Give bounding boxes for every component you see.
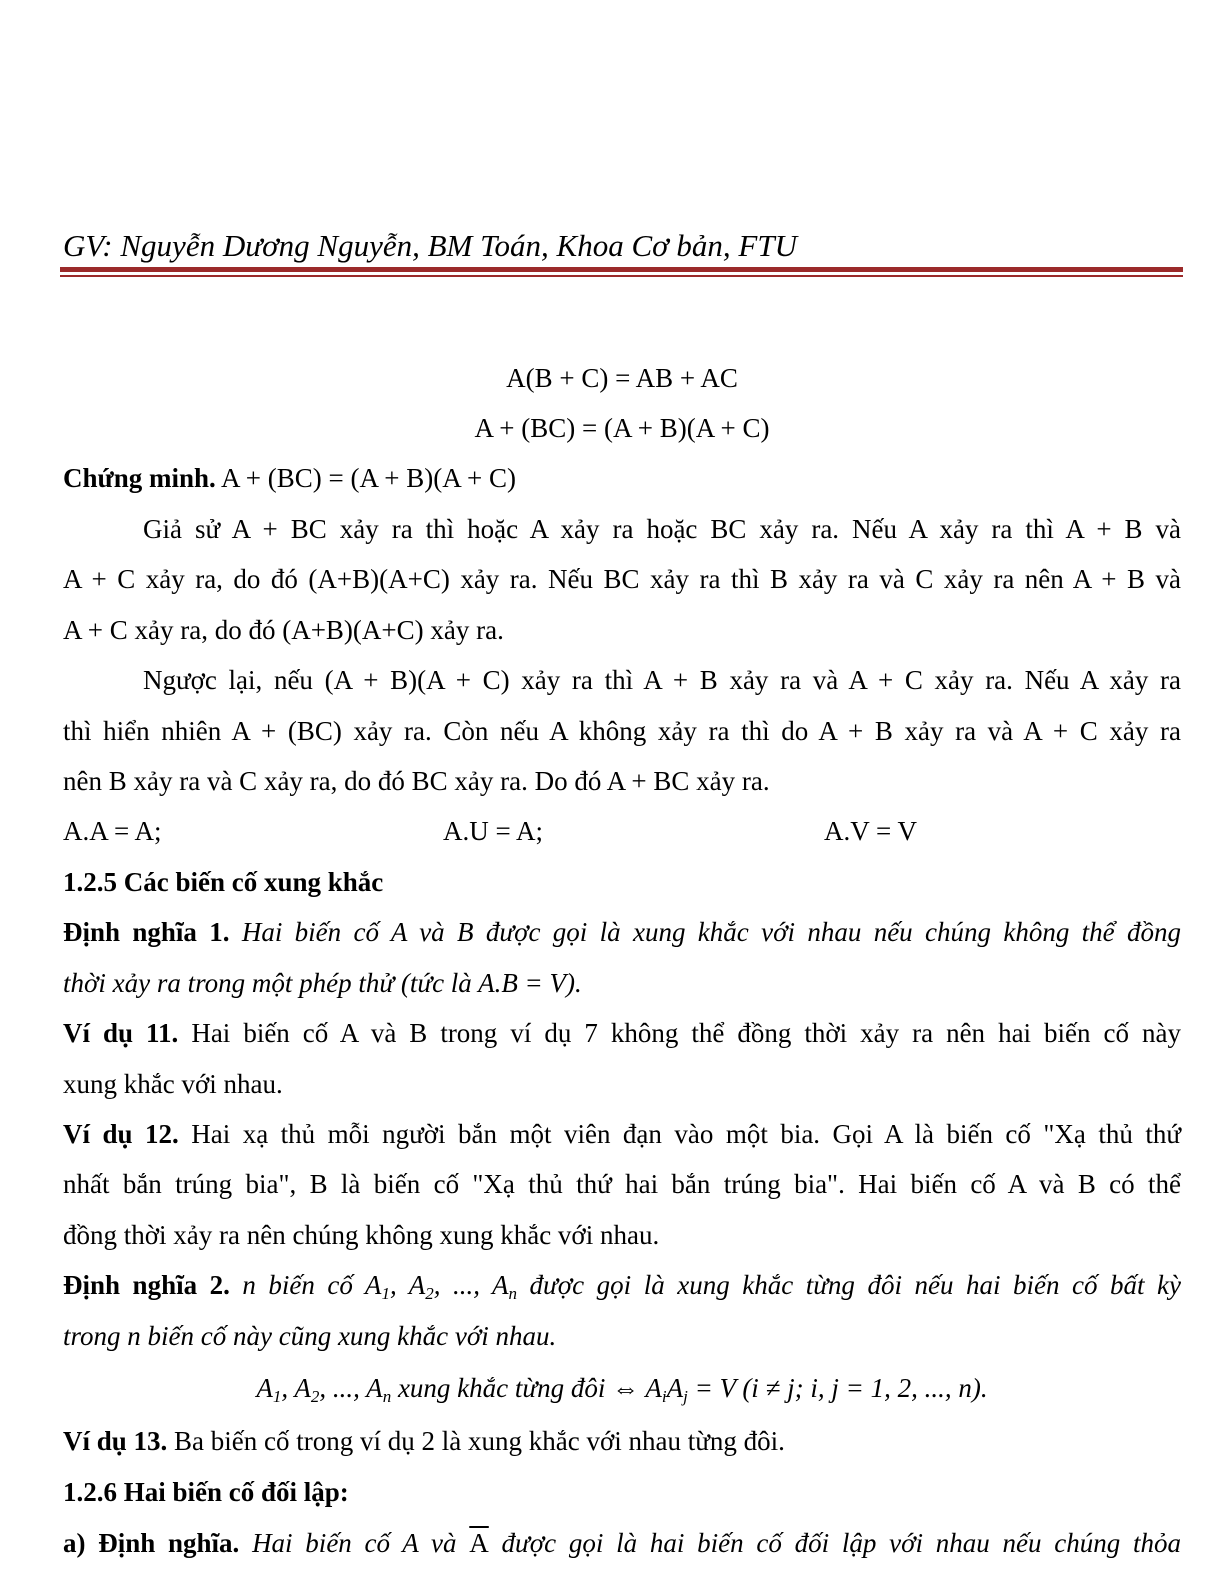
identity-aa: A.A = A; xyxy=(63,816,162,846)
ex12-line1: Ví dụ 12. Hai xạ thủ mỗi người bắn một viên đạn vào một bia. Gọi A là biến cố "Xạ thủ thứ xyxy=(63,1119,1181,1149)
formula-pairwise-exclusive: $A_1$, $A_2$, ..., $A_n$ xung khắc từng đôi ⇔ $A_iA_j = V$ (i ≠ j; i, j = 1, 2, ..., n). xyxy=(256,1373,988,1406)
def3-line1: a) Định nghĩa. Hai biến cố A và $\overline{A}$ được gọi là hai biến cố đối lập với nhau nếu chúng thỏa xyxy=(63,1528,1181,1558)
section-126-title: 1.2.6 Hai biến cố đối lập: xyxy=(63,1477,349,1507)
header-rule-thick xyxy=(60,267,1183,272)
ex12-line3: đồng thời xảy ra nên chúng không xung khắc với nhau. xyxy=(63,1220,660,1250)
section-125-title: 1.2.5 Các biến cố xung khắc xyxy=(63,867,384,897)
def1-line1 xyxy=(63,914,1181,950)
a-bar-symbol: $\overline{A}$ xyxy=(469,1528,489,1558)
ex11-label: Ví dụ 11. xyxy=(63,1018,179,1048)
ex13-line: Ví dụ 13. Ba biến cố trong ví dụ 2 là xung khắc với nhau từng đôi. xyxy=(63,1426,785,1456)
def2-line2: trong n biến cố này cũng xung khắc với nhau. xyxy=(63,1321,557,1351)
def1-label: Định nghĩa 1. xyxy=(63,917,230,947)
ex12-line2: nhất bắn trúng bia", B là biến cố "Xạ thủ thứ hai bắn trúng bia". Hai biến cố A và B có thể xyxy=(63,1169,1181,1199)
def2-label: Định nghĩa 2. xyxy=(63,1270,230,1300)
proof-statement: A + (BC) = (A + B)(A + C) xyxy=(221,463,516,493)
identity-av: A.V = V xyxy=(824,816,917,846)
def3-label: a) Định nghĩa. xyxy=(63,1528,240,1558)
ex11-line2: xung khắc với nhau. xyxy=(63,1069,283,1099)
page-header: GV: Nguyễn Dương Nguyễn, BM Toán, Khoa Cơ bản, FTU xyxy=(63,228,797,263)
formula-distributive-1: A(B + C) = AB + AC xyxy=(506,363,738,393)
def1-line2: thời xảy ra trong một phép thử (tức là A.B = V). xyxy=(63,968,582,998)
proof-p1-line1: Giả sử A + BC xảy ra thì hoặc A xảy ra hoặc BC xảy ra. Nếu A xảy ra thì A + B và xyxy=(143,514,1181,544)
identity-au: A.U = A; xyxy=(443,816,543,846)
proof-label: Chứng minh. xyxy=(63,463,216,493)
def1-text-1: Hai biến cố A và B được gọi là xung khắc với nhau nếu chúng không thể đồng xyxy=(241,917,1181,947)
proof-p1-line3: A + C xảy ra, do đó (A+B)(A+C) xảy ra. xyxy=(63,615,504,645)
proof-p2-line1: Ngược lại, nếu (A + B)(A + C) xảy ra thì A + B xảy ra và A + C xảy ra. Nếu A xảy ra xyxy=(143,665,1181,695)
proof-heading xyxy=(63,460,1181,496)
header-rule-thin xyxy=(60,275,1183,277)
formula-distributive-2: A + (BC) = (A + B)(A + C) xyxy=(474,413,770,443)
ex11-line1: Ví dụ 11. Hai biến cố A và B trong ví dụ 7 không thể đồng thời xảy ra nên hai biến cố này xyxy=(63,1018,1182,1048)
ex12-label: Ví dụ 12. xyxy=(63,1119,179,1149)
proof-p1-line2: A + C xảy ra, do đó (A+B)(A+C) xảy ra. Nếu BC xảy ra thì B xảy ra và C xảy ra nên A + B và xyxy=(63,564,1181,594)
proof-p2-line3: nên B xảy ra và C xảy ra, do đó BC xảy ra. Do đó A + BC xảy ra. xyxy=(63,766,770,796)
def2-line1: Định nghĩa 2. n biến cố $A_1$, $A_2$, ..., $A_n$ được gọi là xung khắc từng đôi nếu hai biến cố bất kỳ xyxy=(63,1270,1181,1303)
ex13-label: Ví dụ 13. xyxy=(63,1426,168,1456)
proof-p2-line2: thì hiển nhiên A + (BC) xảy ra. Còn nếu A không xảy ra thì do A + B xảy ra và A + C xảy ra xyxy=(63,716,1181,746)
